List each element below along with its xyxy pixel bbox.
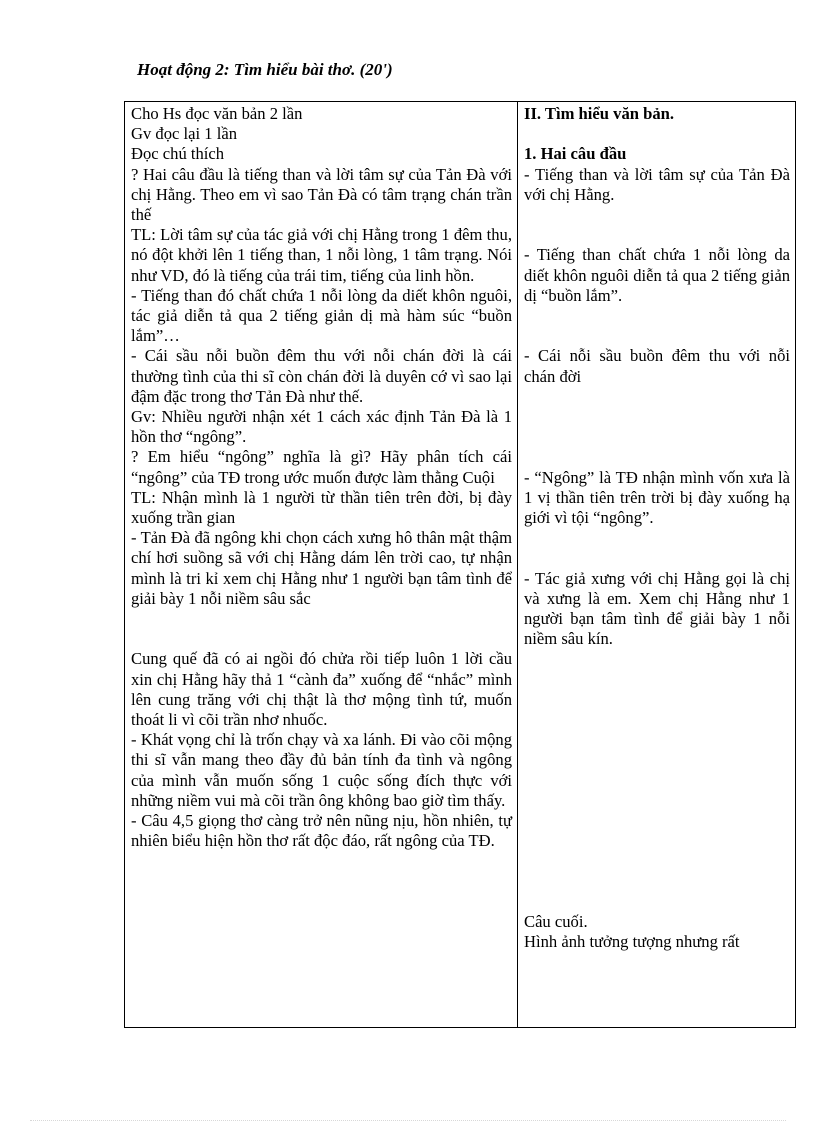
left-paragraph: TL: Lời tâm sự của tác giả với chị Hằng trong 1 đêm thu, nó đột khởi lên 1 tiếng than, 1 nỗi lòng, 1 tâm trạng. Nói như VD, đó là tiếng của trái tim, tiếng của linh hồn. — [131, 225, 512, 285]
blank-line — [131, 609, 512, 649]
blank-line — [524, 649, 790, 912]
left-paragraph: TL: Nhận mình là 1 người từ thần tiên trên đời, bị đày xuống trần gian — [131, 487, 512, 528]
left-paragraph: Cho Hs đọc văn bản 2 lần — [131, 104, 303, 123]
table-row — [125, 102, 796, 1028]
blank-line — [524, 528, 790, 568]
left-paragraph: Gv đọc lại 1 lần — [131, 124, 237, 144]
right-paragraph: Câu cuối. — [524, 912, 588, 931]
left-paragraph: - Cái sầu nỗi buồn đêm thu với nỗi chán đời là cái thường tình của thi sĩ còn chán đời là duyên cớ vì sao lại đậm đặc trong thơ Tản Đà như thế. — [131, 346, 512, 406]
right-paragraph: Hình ảnh tưởng tượng nhưng rất — [524, 932, 740, 952]
blank-line — [524, 306, 790, 346]
left-paragraph: Gv: Nhiều người nhận xét 1 cách xác định Tản Đà là 1 hồn thơ “ngông”. — [131, 407, 512, 447]
lesson-table — [124, 101, 796, 1028]
section-heading: II. Tìm hiểu văn bản. — [524, 104, 675, 123]
teacher-student-activity-cell — [125, 102, 518, 1028]
blank-line — [524, 205, 790, 245]
left-paragraph: - Câu 4,5 giọng thơ càng trở nên nũng nịu, hồn nhiên, tự nhiên biểu hiện hồn thơ rất độc đáo, rất ngông của TĐ. — [131, 811, 512, 851]
left-paragraph: - Khát vọng chỉ là trốn chạy và xa lánh. Đi vào cõi mộng thi sĩ vẫn mang theo đầy đủ bản tính đa tình và ngông của mình vẫn muốn sống 1 cuộc sống đích thực với những niềm vui mà cõi trần ông không bao giờ tìm thấy. — [131, 730, 512, 810]
right-paragraph: - Tiếng than và lời tâm sự của Tản Đà với chị Hằng. — [524, 164, 790, 204]
left-paragraph: ? Hai câu đầu là tiếng than và lời tâm sự của Tản Đà với chị Hằng. Theo em vì sao Tản Đà có tâm trạng chán trần thế — [131, 164, 512, 225]
activity-heading: Hoạt động 2: Tìm hiểu bài thơ. (20') — [137, 60, 393, 79]
right-paragraph: - Cái nỗi sầu buồn đêm thu với nỗi chán đời — [524, 346, 790, 386]
left-paragraph: - Tản Đà đã ngông khi chọn cách xưng hô thân mật thậm chí hơi suồng sã với chị Hằng dám lên trời cao, tự nhận mình là tri kỉ xem chị Hằng như 1 người bạn tâm tình để giải bày 1 nỗi niềm sâu sắc — [131, 528, 512, 608]
left-paragraph: Cung quế đã có ai ngồi đó chửa rồi tiếp luôn 1 lời cầu xin chị Hằng hãy thả 1 “cành đa” xuống để “nhắc” mình lên cung trăng với chị thật là thơ mộng tình tứ, muốn thoát li vì cõi trần nhơ nhuốc. — [131, 649, 512, 730]
blank-line — [524, 387, 790, 468]
content-notes-cell — [518, 102, 796, 1028]
blank-line — [524, 124, 790, 144]
left-paragraph: Đọc chú thích — [131, 144, 225, 164]
right-paragraph: - Tiếng than chất chứa 1 nỗi lòng da diết khôn nguôi diễn tả qua 2 tiếng giản dị “buồn lắm”. — [524, 245, 790, 305]
left-paragraph: - Tiếng than đó chất chứa 1 nỗi lòng da diết khôn nguôi, tác giả diễn tả qua 2 tiếng giản dị mà hàm súc “buồn lắm”… — [131, 285, 512, 346]
page-bottom-divider — [30, 1120, 786, 1121]
subsection-heading: 1. Hai câu đầu — [524, 144, 627, 164]
right-paragraph: - “Ngông” là TĐ nhận mình vốn xưa là 1 vị thần tiên trên trời bị đày xuống hạ giới vì tội “ngông”. — [524, 467, 790, 527]
right-paragraph: - Tác giả xưng với chị Hằng gọi là chị và xưng là em. Xem chị Hằng như 1 người bạn tâm tình để giải bày 1 nỗi niềm sâu kín. — [524, 568, 790, 649]
left-paragraph: ? Em hiểu “ngông” nghĩa là gì? Hãy phân tích cái “ngông” của TĐ trong ước muốn được làm thằng Cuội — [131, 447, 512, 487]
